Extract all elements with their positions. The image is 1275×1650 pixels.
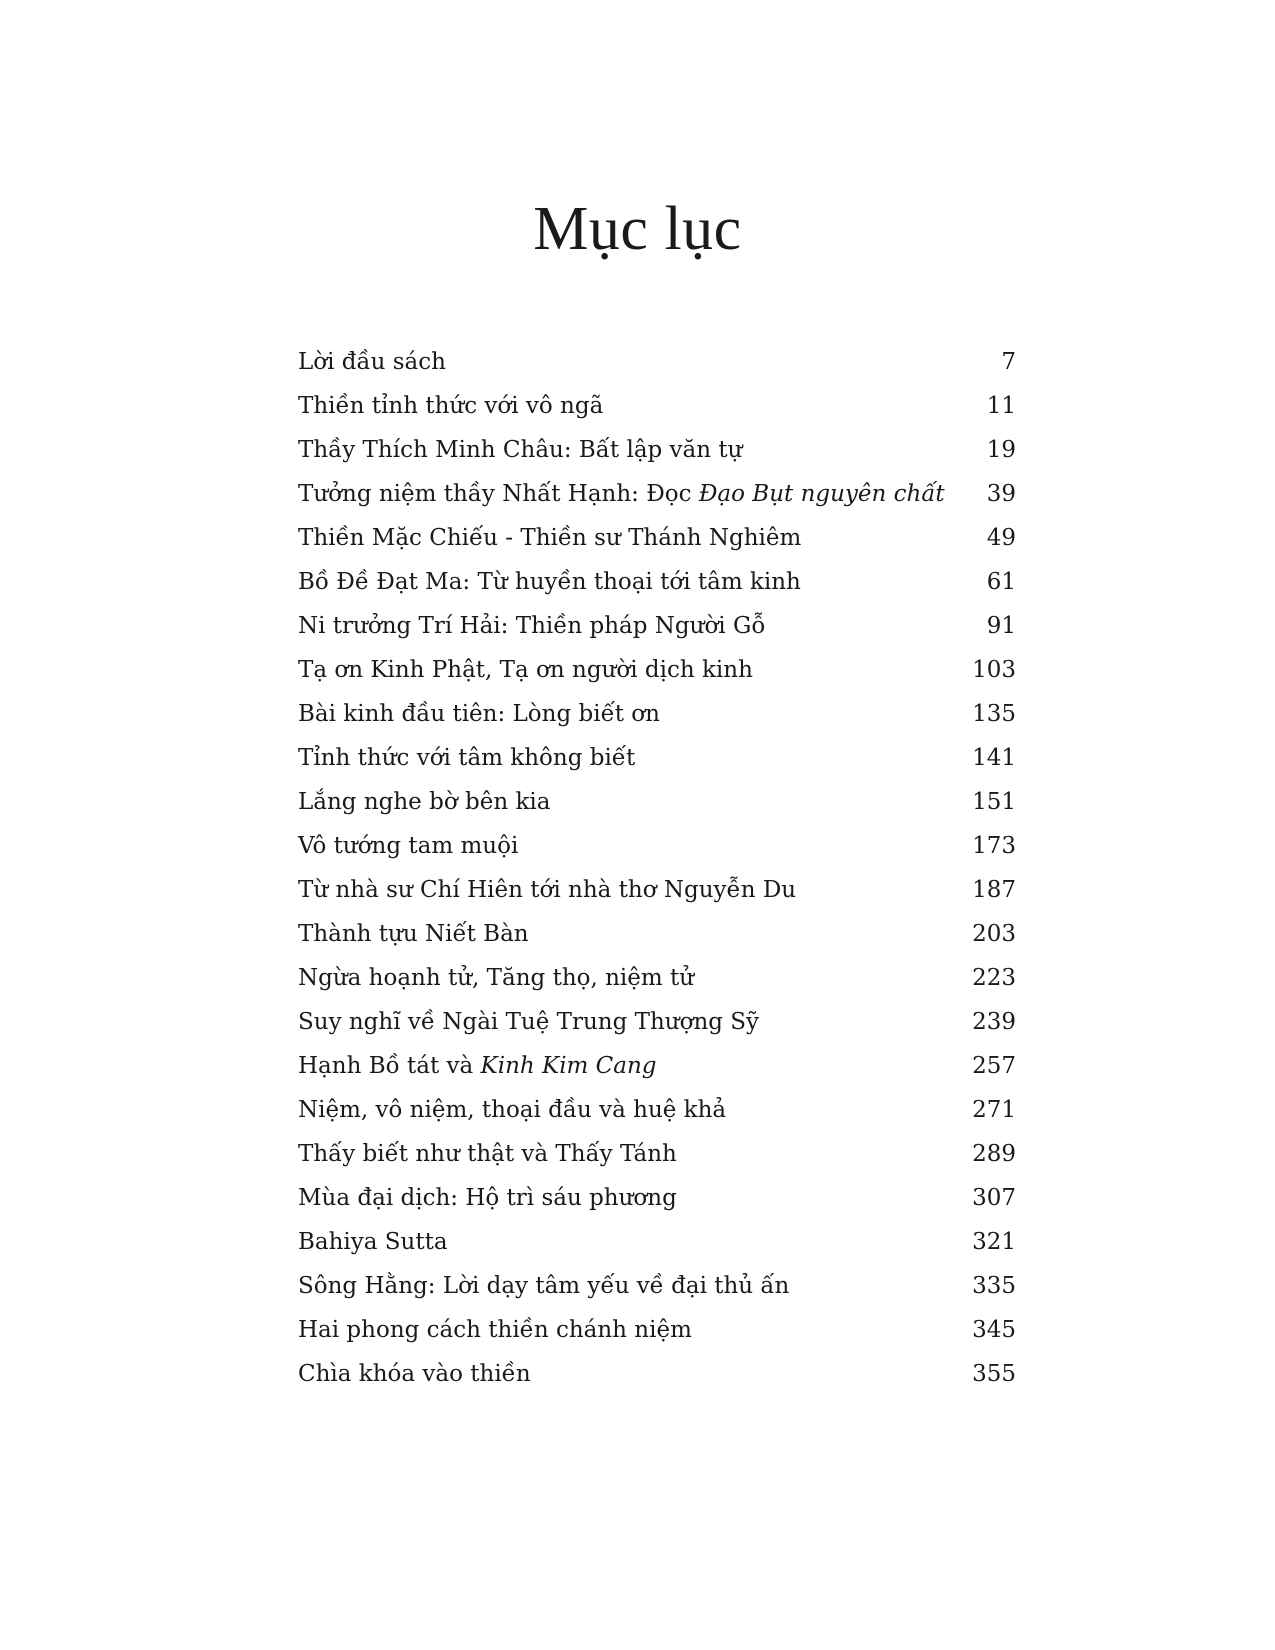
toc-entry xyxy=(298,516,1016,560)
toc-entry-title: Chìa khóa vào thiền xyxy=(298,1361,531,1387)
toc-entry-title: Ngừa hoạnh tử, Tăng thọ, niệm tử xyxy=(298,965,695,991)
toc-entry-page: 151 xyxy=(972,789,1016,815)
toc-entry xyxy=(298,956,1016,1000)
toc-entry-page: 173 xyxy=(972,833,1016,859)
toc-entry-page: 223 xyxy=(972,965,1016,991)
toc-entry xyxy=(298,384,1016,428)
toc-entry xyxy=(298,340,1016,384)
toc-entry xyxy=(298,1132,1016,1176)
toc-entry-title: Tỉnh thức với tâm không biết xyxy=(298,745,636,771)
toc-entry-page: 141 xyxy=(972,745,1016,771)
toc-entry-title: Hạnh Bồ tát và Kinh Kim Cang xyxy=(298,1053,657,1079)
toc-entry-page: 187 xyxy=(972,877,1016,903)
toc-entry-page: 289 xyxy=(972,1141,1016,1167)
toc-entry-page: 91 xyxy=(986,613,1016,639)
toc-entry xyxy=(298,824,1016,868)
toc-entry-title: Bài kinh đầu tiên: Lòng biết ơn xyxy=(298,701,660,727)
toc-entry-title: Niệm, vô niệm, thoại đầu và huệ khả xyxy=(298,1097,727,1123)
toc-entry-title: Thành tựu Niết Bàn xyxy=(298,921,529,947)
table-of-contents xyxy=(298,340,1016,1396)
toc-entry xyxy=(298,780,1016,824)
toc-entry xyxy=(298,648,1016,692)
toc-entry-title: Bồ Đề Đạt Ma: Từ huyền thoại tới tâm kinh xyxy=(298,569,801,595)
toc-entry xyxy=(298,868,1016,912)
toc-entry-title: Mùa đại dịch: Hộ trì sáu phương xyxy=(298,1185,677,1211)
toc-entry-page: 345 xyxy=(972,1317,1016,1343)
toc-entry-page: 355 xyxy=(972,1361,1016,1387)
toc-entry xyxy=(298,1088,1016,1132)
toc-entry-title: Tưởng niệm thầy Nhất Hạnh: Đọc Đạo Bụt nguyên chất xyxy=(298,481,945,507)
toc-entry-title: Tạ ơn Kinh Phật, Tạ ơn người dịch kinh xyxy=(298,657,753,683)
toc-entry-title: Bahiya Sutta xyxy=(298,1229,448,1255)
toc-entry-title: Lắng nghe bờ bên kia xyxy=(298,789,551,815)
toc-entry-title: Thấy biết như thật và Thấy Tánh xyxy=(298,1141,677,1167)
toc-entry-title: Suy nghĩ về Ngài Tuệ Trung Thượng Sỹ xyxy=(298,1009,760,1035)
toc-entry-title: Thiền Mặc Chiếu - Thiền sư Thánh Nghiêm xyxy=(298,525,802,551)
toc-entry-page: 307 xyxy=(972,1185,1016,1211)
toc-entry xyxy=(298,1176,1016,1220)
toc-entry-page: 19 xyxy=(986,437,1016,463)
toc-entry-page: 7 xyxy=(1001,349,1016,375)
toc-entry xyxy=(298,736,1016,780)
toc-entry xyxy=(298,1000,1016,1044)
toc-entry-page: 321 xyxy=(972,1229,1016,1255)
toc-entry-page: 39 xyxy=(986,481,1016,507)
toc-entry xyxy=(298,428,1016,472)
toc-entry-title: Hai phong cách thiền chánh niệm xyxy=(298,1317,692,1343)
toc-entry-page: 203 xyxy=(972,921,1016,947)
toc-entry-page: 103 xyxy=(972,657,1016,683)
toc-entry xyxy=(298,1220,1016,1264)
toc-entry xyxy=(298,604,1016,648)
toc-entry-title: Ni trưởng Trí Hải: Thiền pháp Người Gỗ xyxy=(298,613,766,639)
toc-entry-title: Thầy Thích Minh Châu: Bất lập văn tự xyxy=(298,437,743,463)
toc-entry-page: 135 xyxy=(972,701,1016,727)
toc-entry-title: Từ nhà sư Chí Hiên tới nhà thơ Nguyễn Du xyxy=(298,877,797,903)
toc-entry xyxy=(298,1044,1016,1088)
toc-entry xyxy=(298,560,1016,604)
toc-entry-title: Thiền tỉnh thức với vô ngã xyxy=(298,393,604,419)
toc-entry-title: Vô tướng tam muội xyxy=(298,833,519,859)
toc-entry-page: 61 xyxy=(986,569,1016,595)
toc-entry-title: Lời đầu sách xyxy=(298,349,446,375)
toc-entry-page: 257 xyxy=(972,1053,1016,1079)
toc-entry-page: 239 xyxy=(972,1009,1016,1035)
toc-entry xyxy=(298,472,1016,516)
toc-entry-title: Sông Hằng: Lời dạy tâm yếu về đại thủ ấn xyxy=(298,1273,790,1299)
toc-entry-page: 271 xyxy=(972,1097,1016,1123)
toc-entry xyxy=(298,1264,1016,1308)
page-title: Mục lục xyxy=(533,195,742,263)
toc-entry xyxy=(298,1308,1016,1352)
toc-entry xyxy=(298,912,1016,956)
toc-entry-page: 49 xyxy=(986,525,1016,551)
toc-entry-page: 11 xyxy=(986,393,1016,419)
toc-entry xyxy=(298,692,1016,736)
toc-entry-page: 335 xyxy=(972,1273,1016,1299)
toc-entry xyxy=(298,1352,1016,1396)
